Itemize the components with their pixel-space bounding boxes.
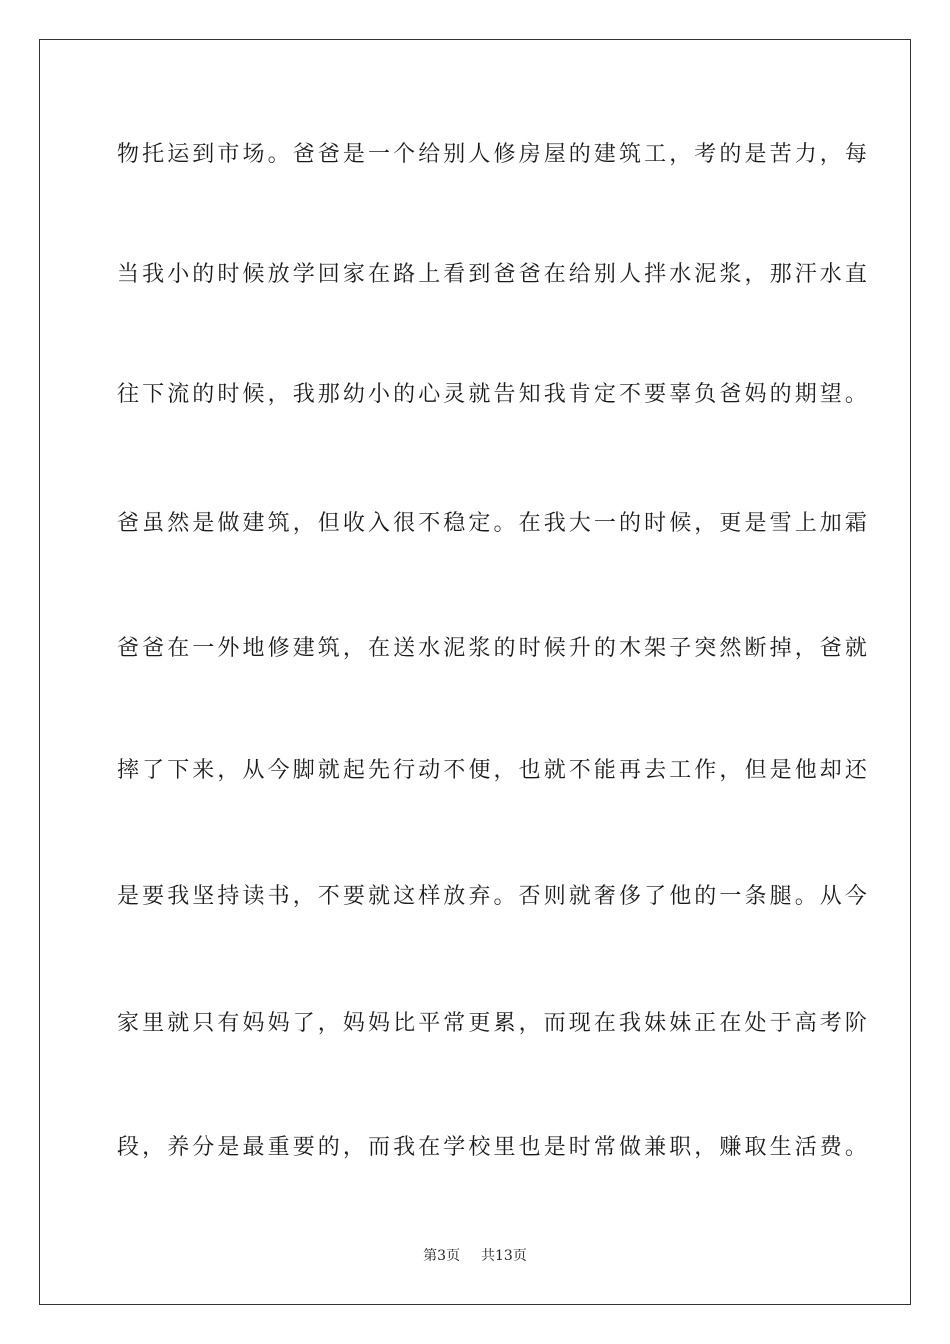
body-line-9: 段，养分是最重要的，而我在学校里也是时常做兼职，赚取生活费。 <box>117 1135 871 1160</box>
page-total: 共13页 <box>481 1248 527 1264</box>
body-line-7: 是要我坚持读书，不要就这样放弃。否则就奢侈了他的一条腿。从今 <box>117 884 871 909</box>
body-line-3: 往下流的时候，我那幼小的心灵就告知我肯定不要辜负爸妈的期望。 <box>117 382 871 407</box>
page-footer <box>0 1246 950 1266</box>
body-line-8: 家里就只有妈妈了，妈妈比平常更累，而现在我妹妹正在处于高考阶 <box>117 1011 871 1036</box>
body-line-5: 爸爸在一外地修建筑，在送水泥浆的时候升的木架子突然断掉，爸就 <box>117 636 871 661</box>
body-line-2: 当我小的时候放学回家在路上看到爸爸在给别人拌水泥浆，那汗水直 <box>117 262 871 287</box>
page-border <box>39 39 911 1305</box>
page-number: 第3页 <box>423 1248 461 1264</box>
body-line-1: 物托运到市场。爸爸是一个给别人修房屋的建筑工，考的是苦力，每 <box>117 142 871 167</box>
body-line-4: 爸虽然是做建筑，但收入很不稳定。在我大一的时候，更是雪上加霜 <box>117 511 871 536</box>
body-line-6: 摔了下来，从今脚就起先行动不便，也就不能再去工作，但是他却还 <box>117 758 871 783</box>
